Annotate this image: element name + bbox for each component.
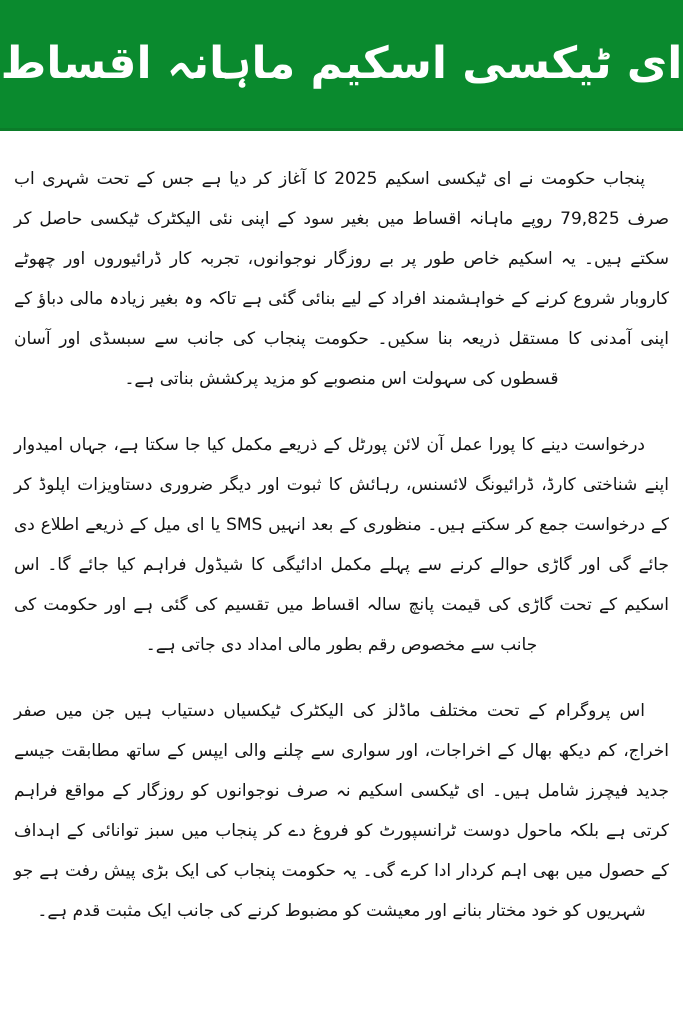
header-banner [0,0,683,131]
article-paragraph-3: اس پروگرام کے تحت مختلف ماڈلز کی الیکٹرک ٹیکسیاں دستیاب ہیں جن میں صفر اخراج، کم دیکھ بھال کے اخراجات، اور سواری سے چلنے والی ایپس کے ساتھ مطابقت جیسے جدید فیچرز شامل ہیں۔ ای ٹیکسی اسکیم نہ صرف نوجوانوں کو روزگار کے مواقع فراہم کرتی ہے بلکہ ماحول دوست ٹرانسپورٹ کو فروغ دے کر پنجاب میں سبز توانائی کے اہداف کے حصول میں بھی اہم کردار ادا کرے گی۔ یہ حکومت پنجاب کی ایک بڑی پیش رفت ہے جو شہریوں کو خود مختار بنانے اور معیشت کو مضبوط کرنے کی جانب ایک مثبت قدم ہے۔ [14,701,669,921]
page-title: ای ٹیکسی اسکیم ماہانہ اقساط [0,37,683,89]
article-paragraph-2: درخواست دینے کا پورا عمل آن لائن پورٹل کے ذریعے مکمل کیا جا سکتا ہے، جہاں امیدوار اپنے شناختی کارڈ، ڈرائیونگ لائسنس، رہائش کا ثبوت اور دیگر ضروری دستاویزات اپلوڈ کر کے درخواست جمع کر سکتے ہیں۔ منظوری کے بعد انہیں SMS یا ای میل کے ذریعے اطلاع دی جائے گی اور گاڑی حوالے کرنے سے پہلے مکمل ادائیگی کا شیڈول فراہم کیا جائے گا۔ اس اسکیم کے تحت گاڑی کی قیمت پانچ سالہ اقساط میں تقسیم کی گئی ہے اور حکومت کی جانب سے مخصوص رقم بطور مالی امداد دی جاتی ہے۔ [14,435,669,655]
article-paragraph-1: پنجاب حکومت نے ای ٹیکسی اسکیم 2025 کا آغاز کر دیا ہے جس کے تحت شہری اب صرف 79,825 روپے ماہانہ اقساط میں بغیر سود کے اپنی نئی الیکٹرک ٹیکسی حاصل کر سکتے ہیں۔ یہ اسکیم خاص طور پر بے روزگار نوجوانوں، تجربہ کار ڈرائیوروں اور چھوٹے کاروبار شروع کرنے کے خواہشمند افراد کے لیے بنائی گئی ہے تاکہ وہ بغیر زیادہ مالی دباؤ کے اپنی آمدنی کا مستقل ذریعہ بنا سکیں۔ حکومت پنجاب کی جانب سے سبسڈی اور آسان قسطوں کی سہولت اس منصوبے کو مزید پرکشش بناتی ہے۔ [14,169,669,389]
article-body [0,131,683,939]
